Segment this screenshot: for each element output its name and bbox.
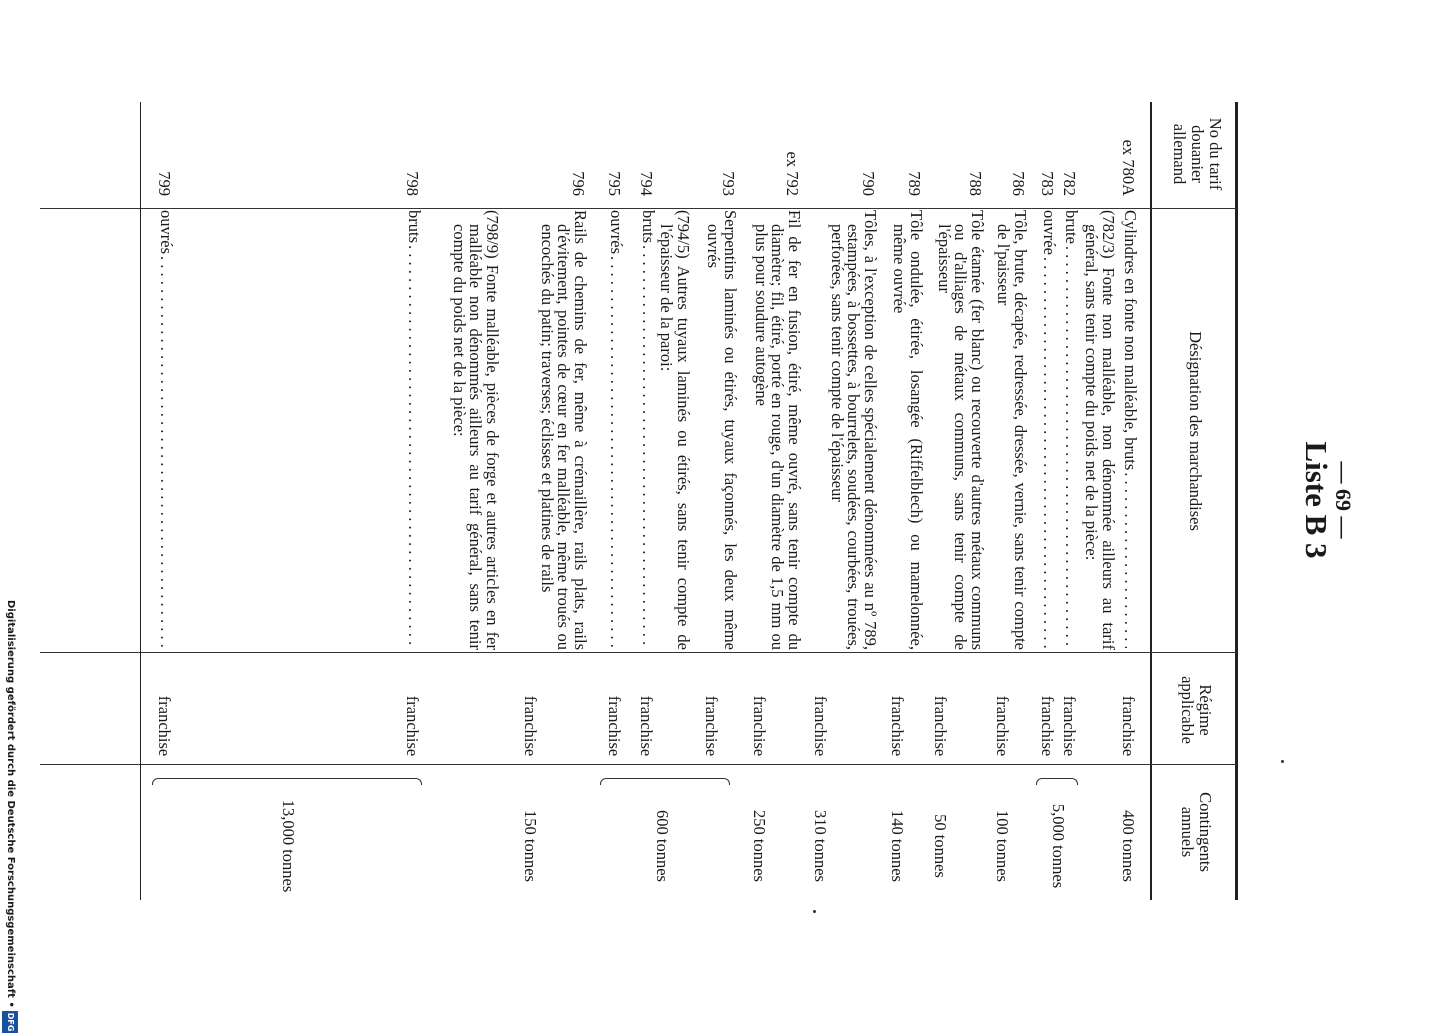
- row-contingent: 250 tonnes: [750, 810, 769, 882]
- designation-text: bruts: [639, 210, 658, 243]
- designation-text: brute: [1062, 210, 1081, 244]
- row-designation: [753, 210, 803, 650]
- designation-text: Tôle, brute, décapée, redressée, dressée, vernie, sans tenir compte de l'paisseur: [994, 210, 1030, 650]
- designation-text: (794/5) Autres tuyaux laminés ou étirés, sans tenir compte de l'épaisseur de la paroi:: [657, 210, 693, 650]
- row-contingent: 600 tonnes: [653, 810, 672, 882]
- row-designation: [640, 210, 657, 650]
- designation-text: Serpentins laminés ou étirés, tuyaux façonnés, les deux même ouvrés: [704, 210, 740, 650]
- row-code: 783: [1038, 171, 1057, 196]
- print-speck: [1281, 760, 1284, 763]
- group-heading: [658, 210, 691, 650]
- row-designation: [1063, 210, 1080, 650]
- row-regime: franchise: [521, 695, 540, 757]
- group-brace: [600, 778, 730, 785]
- designation-text: Cylindres en fonte non malléable, bruts: [1121, 210, 1140, 471]
- row-designation: [891, 210, 924, 650]
- group-brace: [152, 778, 422, 785]
- header-regime: Régime applicable: [1178, 676, 1215, 744]
- row-contingent: 400 tonnes: [1119, 810, 1138, 882]
- row-code: 795: [605, 171, 624, 196]
- row-regime: franchise: [811, 695, 830, 757]
- row-designation: [1122, 210, 1139, 650]
- header-bottom-rule: [1151, 102, 1153, 900]
- row-contingent: 50 tonnes: [931, 814, 950, 878]
- row-regime: franchise: [931, 695, 950, 757]
- row-designation: [406, 210, 423, 650]
- header-designation: Désignation des marchandises: [1186, 331, 1205, 531]
- row-code: 794: [637, 171, 656, 196]
- row-designation: [539, 210, 589, 650]
- digitization-credit: Digitalisierung gefördert durch die Deutsche Forschungsgemeinschaft •DFG: [2, 600, 20, 1000]
- row-code: 798: [403, 171, 422, 196]
- row-regime: franchise: [702, 695, 721, 757]
- row-code: 788: [966, 171, 985, 196]
- row-code: 789: [905, 171, 924, 196]
- row-regime: franchise: [1119, 695, 1138, 757]
- row-regime: franchise: [637, 695, 656, 757]
- designation-text: Tôle étamée (fer blanc) ou recouverte d'autres métaux communs ou d'alliages de métaux communs, sans tenir compte de l'épaisseur: [935, 210, 987, 650]
- row-code: 793: [719, 171, 738, 196]
- row-code: 796: [569, 171, 588, 196]
- row-regime: franchise: [155, 695, 174, 757]
- designation-text: ouvrés: [157, 210, 176, 254]
- row-regime: franchise: [1060, 695, 1079, 757]
- designation-text: Tôle ondulée, étirée, losangée (Riffelblech) ou mamelonnée, même ouvrée: [890, 210, 926, 650]
- column-divider-code: [40, 208, 1236, 209]
- row-designation: [608, 210, 625, 650]
- row-code: 782: [1060, 171, 1079, 196]
- table-bottom-rule: [140, 102, 141, 900]
- row-regime: franchise: [750, 695, 769, 757]
- header-contingents: Contingents annuels: [1178, 792, 1215, 872]
- row-contingent: 310 tonnes: [811, 810, 830, 882]
- designation-text: Tôles, à l'exception de celles spécialement dénommées au nº 789, estampées, à bossettes, à bourrelets, soudées, courbées, trouées, perforées, sans tenir compte de l'épaisseur: [828, 210, 880, 650]
- dfg-logo: DFG: [2, 1011, 18, 1033]
- row-designation: [1041, 210, 1058, 650]
- row-regime: franchise: [605, 695, 624, 757]
- designation-text: ouvrée: [1040, 210, 1059, 255]
- group-heading: [1083, 210, 1116, 650]
- row-code: 799: [155, 171, 174, 196]
- row-contingent: 13,000 tonnes: [279, 799, 298, 893]
- row-regime: franchise: [403, 695, 422, 757]
- page-number: — 69 —: [1331, 461, 1356, 539]
- row-contingent: 150 tonnes: [521, 810, 540, 882]
- group-brace: [1036, 778, 1078, 785]
- row-contingent: 100 tonnes: [993, 810, 1012, 882]
- row-contingent: 5,000 tonnes: [1049, 803, 1068, 889]
- group-heading: [451, 210, 501, 650]
- row-regime: franchise: [993, 695, 1012, 757]
- credit-text: Digitalisierung gefördert durch die Deutsche Forschungsgemeinschaft: [5, 600, 16, 998]
- designation-text: bruts: [405, 210, 424, 243]
- table-top-rule: [1235, 102, 1238, 900]
- row-regime: franchise: [888, 695, 907, 757]
- row-code: 786: [1009, 171, 1028, 196]
- row-designation: [936, 210, 986, 650]
- row-designation: [705, 210, 738, 650]
- designation-text: (782/3) Fonte non malléable, non dénommée ailleurs au tarif général, sans tenir compte du poids net de la pièce:: [1082, 210, 1118, 650]
- list-title: Liste B 3: [1299, 441, 1334, 559]
- designation-text: Fil de fer en fusion, étiré, même ouvré, sans tenir compte du diamètre; fil, étiré, porté en rouge, d'un diamètre de 1,5 mm ou plus pour soudure autogène: [752, 210, 804, 650]
- column-divider-designation: [40, 652, 1236, 653]
- print-speck: [813, 910, 816, 913]
- row-contingent: 140 tonnes: [888, 810, 907, 882]
- header-code: No du tarif douanier allemand: [1170, 117, 1225, 191]
- designation-text: (798/9) Fonte malléable, pièces de forge et autres articles en fer malléable non dénommés ailleurs au tarif général, sans tenir compte du poids net de la pièce:: [450, 210, 502, 650]
- designation-text: Rails de chemins de fer, même à crémaillère, rails plats, rails d'évitement, pointes de cœur en fer malléable, même troués ou encochés du patin; traverses; éclisses et platines de rails: [538, 210, 590, 650]
- row-code: ex 792: [783, 151, 802, 196]
- row-designation: [995, 210, 1028, 650]
- row-designation: [158, 210, 175, 650]
- row-designation: [829, 210, 879, 650]
- row-code: ex 780A: [1119, 139, 1138, 196]
- row-regime: franchise: [1038, 695, 1057, 757]
- designation-text: ouvrés: [607, 210, 626, 254]
- row-code: 790: [859, 171, 878, 196]
